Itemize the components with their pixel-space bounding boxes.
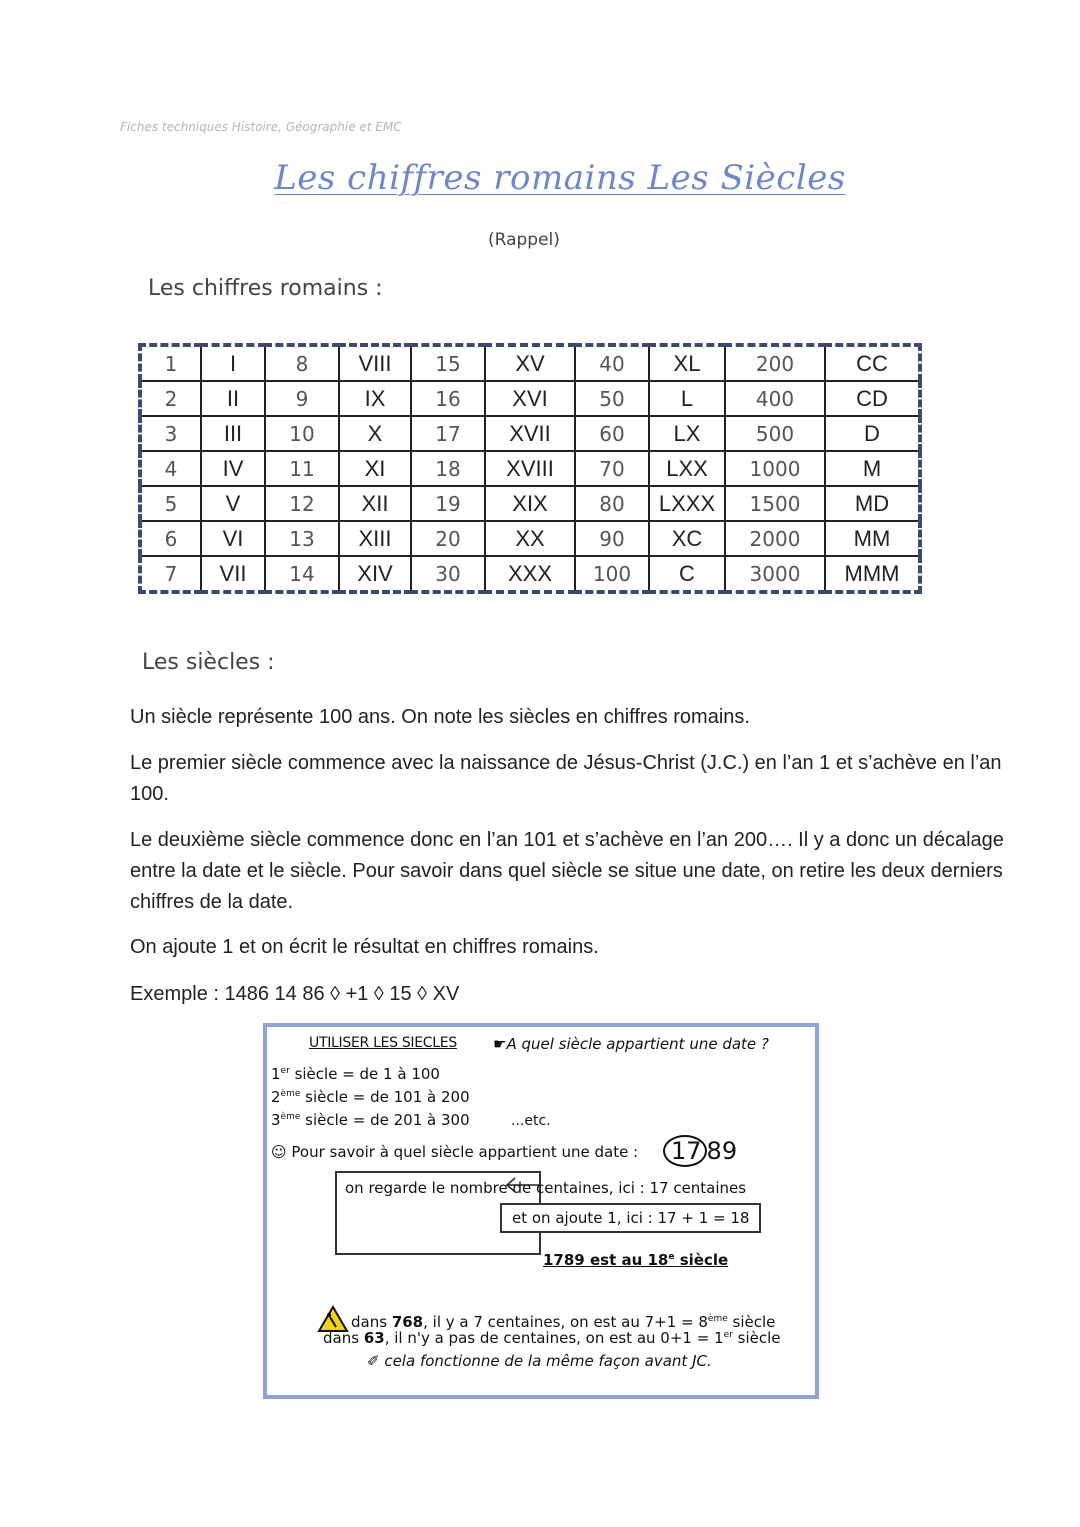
section-heading-centuries: Les siècles : bbox=[142, 650, 275, 675]
ajoute-note: et on ajoute 1, ici : 17 + 1 = 18 bbox=[500, 1203, 761, 1233]
roman-numeral-cell: II bbox=[201, 381, 265, 416]
roman-numeral-cell: VIII bbox=[339, 345, 411, 381]
roman-numeral-cell: IV bbox=[201, 451, 265, 486]
arabic-number-cell: 12 bbox=[265, 486, 339, 521]
arabic-number-cell: 20 bbox=[411, 521, 485, 556]
arabic-number-cell: 70 bbox=[575, 451, 649, 486]
roman-numeral-cell: XI bbox=[339, 451, 411, 486]
arabic-number-cell: 1500 bbox=[725, 486, 825, 521]
arabic-number-cell: 2000 bbox=[725, 521, 825, 556]
warn1-b: 768 bbox=[391, 1313, 424, 1331]
subtitle: (Rappel) bbox=[488, 230, 560, 250]
paragraph-example: Exemple : 1486 14 86 ◊ +1 ◊ 15 ◊ XV bbox=[130, 983, 460, 1005]
table-row bbox=[140, 345, 920, 381]
table-row bbox=[140, 486, 920, 521]
arabic-number-cell: 200 bbox=[725, 345, 825, 381]
circled-centuries: 17 bbox=[663, 1135, 707, 1167]
century-rule-1-num: 1 bbox=[271, 1065, 281, 1083]
table-row bbox=[140, 416, 920, 451]
arabic-number-cell: 2 bbox=[140, 381, 201, 416]
roman-numeral-cell: XII bbox=[339, 486, 411, 521]
roman-numeral-cell: X bbox=[339, 416, 411, 451]
warn2-d: siècle bbox=[732, 1329, 781, 1347]
arabic-number-cell: 1 bbox=[140, 345, 201, 381]
page-title-text: Les chiffres romains Les Siècles bbox=[274, 158, 846, 198]
arabic-number-cell: 4 bbox=[140, 451, 201, 486]
roman-numeral-cell: XL bbox=[649, 345, 725, 381]
century-rule-3-text: siècle = de 201 à 300 bbox=[300, 1111, 470, 1129]
century-rule-1-text: siècle = de 1 à 100 bbox=[289, 1065, 440, 1083]
arabic-number-cell: 8 bbox=[265, 345, 339, 381]
roman-numeral-cell: MMM bbox=[825, 556, 920, 592]
arabic-number-cell: 3 bbox=[140, 416, 201, 451]
arabic-number-cell: 16 bbox=[411, 381, 485, 416]
roman-numeral-cell: III bbox=[201, 416, 265, 451]
roman-numeral-cell: CD bbox=[825, 381, 920, 416]
arabic-number-cell: 40 bbox=[575, 345, 649, 381]
roman-numeral-cell: XIX bbox=[485, 486, 575, 521]
warning-line-3: ✐ cela fonctionne de la même façon avant JC. bbox=[367, 1352, 712, 1370]
arabic-number-cell: 7 bbox=[140, 556, 201, 592]
century-rule-1 bbox=[271, 1065, 440, 1083]
warn1-c: , il y a 7 centaines, on est au 7+1 = 8 bbox=[423, 1313, 708, 1331]
paragraph-century-definition: Un siècle représente 100 ans. On note les siècles en chiffres romains. bbox=[130, 706, 750, 728]
roman-numeral-cell: C bbox=[649, 556, 725, 592]
arabic-number-cell: 11 bbox=[265, 451, 339, 486]
century-rule-2-num: 2 bbox=[271, 1088, 281, 1106]
arabic-number-cell: 50 bbox=[575, 381, 649, 416]
arabic-number-cell: 100 bbox=[575, 556, 649, 592]
arabic-number-cell: 1000 bbox=[725, 451, 825, 486]
result-sup: e bbox=[668, 1252, 675, 1262]
arabic-number-cell: 60 bbox=[575, 416, 649, 451]
arabic-number-cell: 80 bbox=[575, 486, 649, 521]
arrow-left-icon bbox=[503, 1175, 543, 1195]
result-rest: siècle bbox=[674, 1251, 729, 1269]
arabic-number-cell: 6 bbox=[140, 521, 201, 556]
paragraph-add-one: On ajoute 1 et on écrit le résultat en chiffres romains. bbox=[130, 936, 599, 958]
roman-numeral-cell: XXX bbox=[485, 556, 575, 592]
warn2-a: dans bbox=[323, 1329, 364, 1347]
roman-numeral-cell: MD bbox=[825, 486, 920, 521]
century-rule-3 bbox=[271, 1111, 470, 1129]
roman-numerals-table bbox=[138, 343, 922, 594]
roman-numeral-cell: XVII bbox=[485, 416, 575, 451]
roman-numeral-cell: VII bbox=[201, 556, 265, 592]
warn2-b: 63 bbox=[363, 1329, 385, 1347]
centaines-note: on regarde le nombre de centaines, ici : 17 centaines bbox=[335, 1171, 541, 1255]
roman-numeral-cell: LX bbox=[649, 416, 725, 451]
roman-numeral-cell: XIV bbox=[339, 556, 411, 592]
result-prefix: 1789 est au 18 bbox=[543, 1251, 669, 1269]
box-title: UTILISER LES SIECLES bbox=[309, 1035, 457, 1051]
arabic-number-cell: 9 bbox=[265, 381, 339, 416]
arabic-number-cell: 10 bbox=[265, 416, 339, 451]
table-row bbox=[140, 451, 920, 486]
roman-numeral-cell: L bbox=[649, 381, 725, 416]
roman-numeral-cell: M bbox=[825, 451, 920, 486]
roman-numeral-cell: XX bbox=[485, 521, 575, 556]
roman-numeral-cell: XIII bbox=[339, 521, 411, 556]
arabic-number-cell: 5 bbox=[140, 486, 201, 521]
century-rule-3-sup: ème bbox=[280, 1112, 301, 1122]
arabic-number-cell: 30 bbox=[411, 556, 485, 592]
arabic-number-cell: 17 bbox=[411, 416, 485, 451]
etc-text: ...etc. bbox=[511, 1113, 551, 1129]
arabic-number-cell: 90 bbox=[575, 521, 649, 556]
roman-numeral-cell: CC bbox=[825, 345, 920, 381]
roman-numeral-cell: XC bbox=[649, 521, 725, 556]
year-remainder: 89 bbox=[706, 1137, 738, 1165]
roman-numeral-cell: XVIII bbox=[485, 451, 575, 486]
arabic-number-cell: 13 bbox=[265, 521, 339, 556]
example-result bbox=[543, 1251, 728, 1269]
arabic-number-cell: 3000 bbox=[725, 556, 825, 592]
century-rule-1-sup: er bbox=[280, 1066, 290, 1076]
arabic-number-cell: 19 bbox=[411, 486, 485, 521]
warn1-sup: ème bbox=[707, 1314, 728, 1324]
warn1-a: dans bbox=[351, 1313, 392, 1331]
roman-numeral-cell: LXXX bbox=[649, 486, 725, 521]
section-heading-roman-numerals: Les chiffres romains : bbox=[148, 276, 383, 301]
centuries-method-box bbox=[263, 1023, 819, 1399]
arabic-number-cell: 14 bbox=[265, 556, 339, 592]
roman-numeral-cell: IX bbox=[339, 381, 411, 416]
warning-line-2 bbox=[323, 1329, 780, 1347]
century-rule-3-num: 3 bbox=[271, 1111, 281, 1129]
warn2-sup: er bbox=[723, 1330, 733, 1340]
example-year bbox=[663, 1135, 737, 1167]
arabic-number-cell: 15 bbox=[411, 345, 485, 381]
roman-numeral-cell: I bbox=[201, 345, 265, 381]
paragraph-first-century: Le premier siècle commence avec la naissance de Jésus-Christ (J.C.) en l’an 1 et s’achève en l’an 100. bbox=[130, 752, 1002, 805]
century-rule-2-text: siècle = de 101 à 200 bbox=[300, 1088, 470, 1106]
table-row bbox=[140, 521, 920, 556]
roman-numeral-cell: XVI bbox=[485, 381, 575, 416]
roman-numeral-cell: MM bbox=[825, 521, 920, 556]
roman-numeral-cell: LXX bbox=[649, 451, 725, 486]
century-rule-2 bbox=[271, 1088, 470, 1106]
box-question: ☛A quel siècle appartient une date ? bbox=[493, 1035, 769, 1053]
arabic-number-cell: 18 bbox=[411, 451, 485, 486]
century-rule-2-sup: ème bbox=[280, 1089, 301, 1099]
roman-numeral-cell: XV bbox=[485, 345, 575, 381]
warn2-c: , il n'y a pas de centaines, on est au 0+1 = 1 bbox=[384, 1329, 724, 1347]
table-row bbox=[140, 556, 920, 592]
roman-numeral-cell: V bbox=[201, 486, 265, 521]
table-row bbox=[140, 381, 920, 416]
warn1-d: siècle bbox=[727, 1313, 776, 1331]
roman-numeral-cell: VI bbox=[201, 521, 265, 556]
arabic-number-cell: 500 bbox=[725, 416, 825, 451]
header-note: Fiches techniques Histoire, Géographie et EMC bbox=[120, 120, 402, 134]
paragraph-second-century: Le deuxième siècle commence donc en l’an 101 et s’achève en l’an 200…. Il y a donc un décalage entre la date et le siècle. Pour savoir dans quel siècle se situe une date, on retire les deux derniers chiffres de la date. bbox=[130, 829, 1004, 913]
page-title bbox=[0, 158, 1080, 198]
arabic-number-cell: 400 bbox=[725, 381, 825, 416]
roman-numeral-cell: D bbox=[825, 416, 920, 451]
roman-table-body bbox=[140, 345, 920, 592]
pour-savoir-text: ☺ Pour savoir à quel siècle appartient une date : bbox=[271, 1143, 639, 1161]
